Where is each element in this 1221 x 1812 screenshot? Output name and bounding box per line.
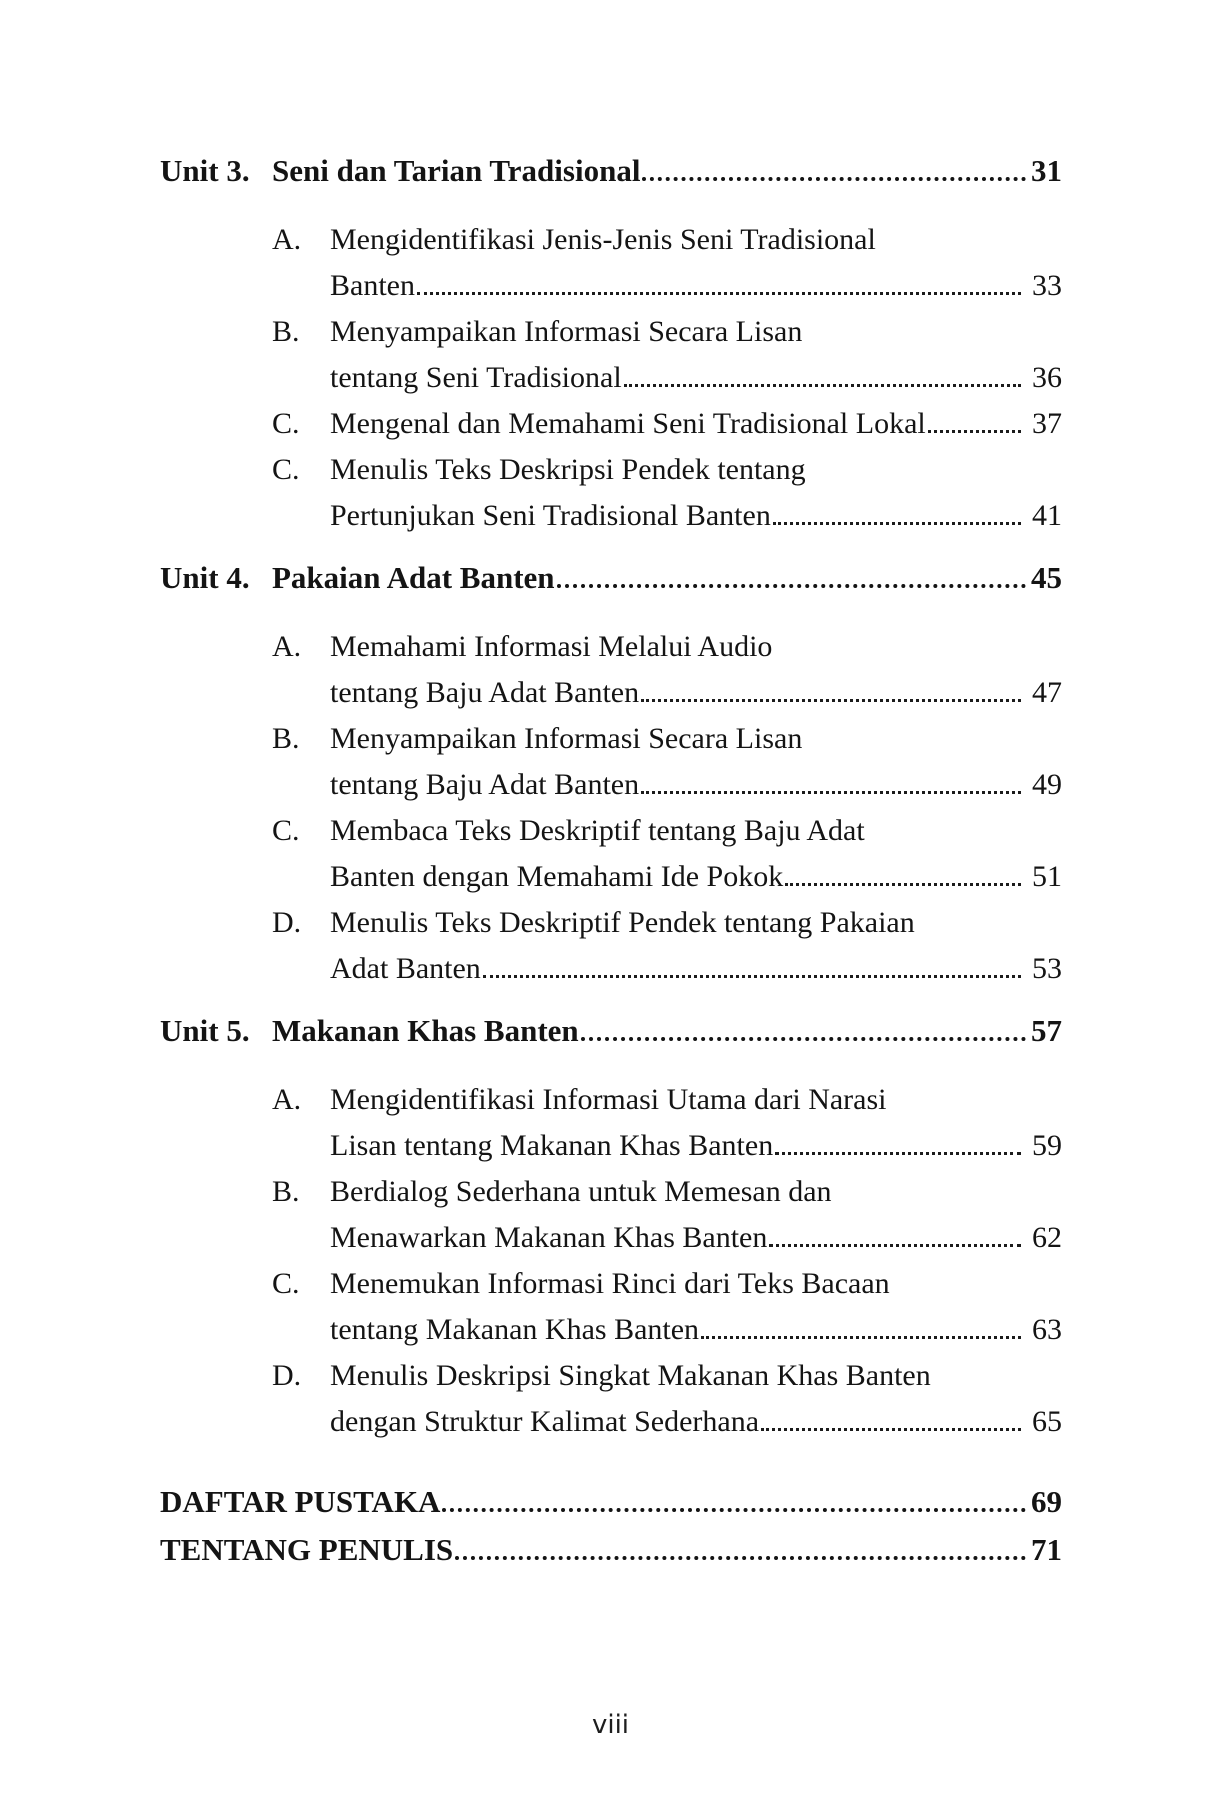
item-letter: C. (272, 1267, 300, 1300)
dot-leader (442, 1508, 1026, 1512)
toc-item-line (160, 355, 1062, 401)
item-letter: B. (272, 722, 300, 755)
item-text: tentang Baju Adat Banten (330, 768, 640, 801)
item-text: Menyampaikan Informasi Secara Lisan (330, 722, 803, 755)
toc-item-line (160, 670, 1062, 716)
item-page-number: 53 (1032, 952, 1062, 985)
item-letter: C. (272, 407, 300, 440)
toc-item-line (160, 309, 1062, 355)
item-text: Mengidentifikasi Informasi Utama dari Narasi (330, 1083, 887, 1116)
dot-leader (483, 975, 1021, 978)
toc-item-line (160, 263, 1062, 309)
dot-leader (642, 177, 1026, 181)
item-page-number: 63 (1032, 1313, 1062, 1346)
unit-title: Pakaian Adat Banten (272, 560, 555, 595)
item-text: tentang Seni Tradisional (330, 361, 622, 394)
toc-item-line (160, 808, 1062, 854)
item-page-number: 59 (1032, 1129, 1062, 1162)
back-matter-page-number: 69 (1031, 1484, 1062, 1519)
unit-label: Unit 5. (160, 1013, 250, 1048)
toc-item-line (160, 217, 1062, 263)
toc-item-line (160, 716, 1062, 762)
item-text: Berdialog Sederhana untuk Memesan dan (330, 1175, 832, 1208)
item-page-number: 47 (1032, 676, 1062, 709)
toc-item-line (160, 1123, 1062, 1169)
item-text: dengan Struktur Kalimat Sederhana (330, 1405, 760, 1438)
toc-section (160, 148, 1062, 539)
back-matter-title: TENTANG PENULIS (160, 1532, 454, 1567)
toc-content (160, 148, 1062, 1574)
item-text: Mengenal dan Memahami Seni Tradisional Lokal (330, 407, 926, 440)
item-text: Memahami Informasi Melalui Audio (330, 630, 773, 663)
toc-item-line (160, 1353, 1062, 1399)
item-text: tentang Makanan Khas Banten (330, 1313, 700, 1346)
dot-leader (785, 883, 1021, 886)
item-text: Menulis Teks Deskriptif Pendek tentang Pakaian (330, 906, 915, 939)
dot-leader (641, 791, 1021, 794)
toc-section (160, 555, 1062, 992)
footer-page-number: viii (591, 1710, 630, 1740)
item-letter: B. (272, 1175, 300, 1208)
dot-leader (581, 1037, 1026, 1041)
item-text: Banten (330, 269, 415, 302)
toc-unit-heading (160, 555, 1062, 601)
back-matter-title: DAFTAR PUSTAKA (160, 1484, 441, 1519)
back-matter (160, 1478, 1062, 1574)
dot-leader (455, 1556, 1026, 1560)
item-letter: B. (272, 315, 300, 348)
toc-item-line (160, 493, 1062, 539)
item-text: Membaca Teks Deskriptif tentang Baju Adat (330, 814, 865, 847)
toc-item-line (160, 1307, 1062, 1353)
toc-item-line (160, 1399, 1062, 1445)
toc-item-line (160, 1215, 1062, 1261)
dot-leader (773, 522, 1021, 525)
item-page-number: 49 (1032, 768, 1062, 801)
unit-page-number: 57 (1031, 1013, 1062, 1048)
toc-section (160, 1008, 1062, 1445)
back-matter-page-number: 71 (1031, 1532, 1062, 1567)
unit-title: Makanan Khas Banten (272, 1013, 579, 1048)
dot-leader (557, 584, 1026, 588)
item-letter: C. (272, 814, 300, 847)
dot-leader (928, 430, 1021, 433)
toc-item-line (160, 1261, 1062, 1307)
dot-leader (769, 1244, 1021, 1247)
toc-item-line (160, 762, 1062, 808)
item-page-number: 62 (1032, 1221, 1062, 1254)
toc-item-line (160, 900, 1062, 946)
toc-unit-heading (160, 148, 1062, 194)
toc-unit-heading (160, 1008, 1062, 1054)
item-text: Menulis Deskripsi Singkat Makanan Khas Banten (330, 1359, 931, 1392)
unit-label: Unit 3. (160, 153, 250, 188)
item-page-number: 37 (1032, 407, 1062, 440)
item-text: tentang Baju Adat Banten (330, 676, 640, 709)
item-letter: D. (272, 906, 302, 939)
unit-page-number: 45 (1031, 560, 1062, 595)
item-text: Pertunjukan Seni Tradisional Banten (330, 499, 771, 532)
item-page-number: 65 (1032, 1405, 1062, 1438)
dot-leader (417, 292, 1021, 295)
item-letter: C. (272, 453, 300, 486)
item-page-number: 36 (1032, 361, 1062, 394)
unit-label: Unit 4. (160, 560, 250, 595)
item-text: Adat Banten (330, 952, 481, 985)
dot-leader (775, 1152, 1021, 1155)
dot-leader (641, 699, 1021, 702)
unit-page-number: 31 (1031, 153, 1062, 188)
back-matter-row (160, 1526, 1062, 1574)
item-page-number: 51 (1032, 860, 1062, 893)
item-text: Menawarkan Makanan Khas Banten (330, 1221, 768, 1254)
item-page-number: 41 (1032, 499, 1062, 532)
item-letter: A. (272, 223, 302, 256)
item-text: Menemukan Informasi Rinci dari Teks Bacaan (330, 1267, 890, 1300)
item-text: Lisan tentang Makanan Khas Banten (330, 1129, 774, 1162)
item-letter: A. (272, 630, 302, 663)
toc-item-line (160, 401, 1062, 447)
toc-item-line (160, 946, 1062, 992)
dot-leader (624, 384, 1021, 387)
dot-leader (701, 1336, 1021, 1339)
item-text: Menyampaikan Informasi Secara Lisan (330, 315, 803, 348)
unit-title: Seni dan Tarian Tradisional (272, 153, 641, 188)
item-letter: A. (272, 1083, 302, 1116)
item-page-number: 33 (1032, 269, 1062, 302)
toc-item-line (160, 624, 1062, 670)
item-text: Mengidentifikasi Jenis-Jenis Seni Tradisional (330, 223, 876, 256)
toc-item-line (160, 1077, 1062, 1123)
item-text: Banten dengan Memahami Ide Pokok (330, 860, 784, 893)
item-letter: D. (272, 1359, 302, 1392)
dot-leader (761, 1428, 1021, 1431)
toc (160, 148, 1062, 1445)
toc-item-line (160, 854, 1062, 900)
item-text: Menulis Teks Deskripsi Pendek tentang (330, 453, 806, 486)
toc-item-line (160, 447, 1062, 493)
toc-item-line (160, 1169, 1062, 1215)
back-matter-row (160, 1478, 1062, 1526)
